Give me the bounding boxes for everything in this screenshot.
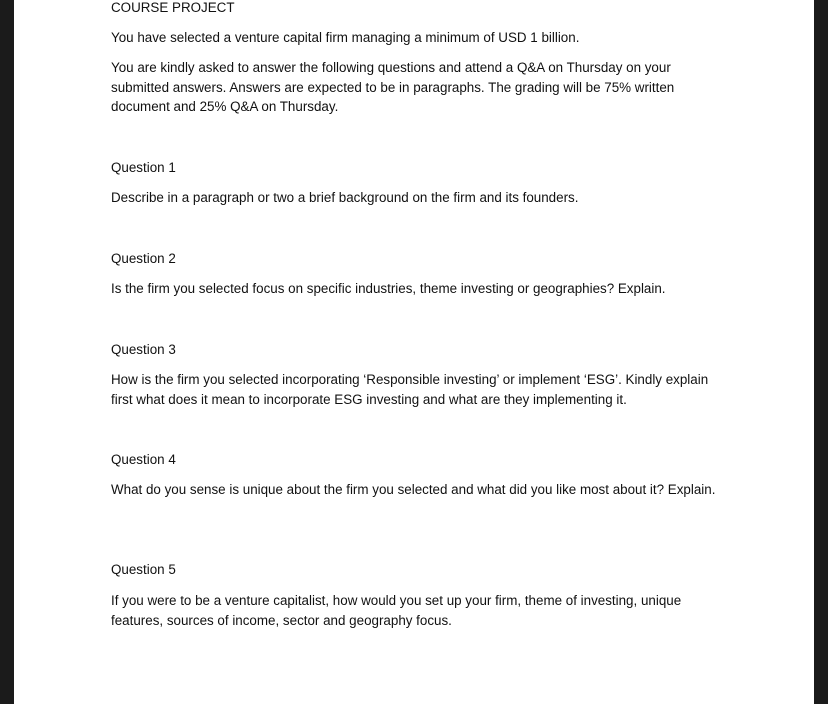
instructions-paragraph: You are kindly asked to answer the following questions and attend a Q&A on Thursday on your submitted answers. Answers are expected to be in paragraphs. The grading will be 75% written document and 25% Q&A on Thursday. xyxy=(111,60,675,114)
question-4-label: Question 4 xyxy=(111,452,176,467)
question-2-label: Question 2 xyxy=(111,251,176,266)
question-5-text: If you were to be a venture capitalist, how would you set up your firm, theme of investing, unique features, sources of income, sector and geography focus. xyxy=(111,593,682,628)
question-5-label: Question 5 xyxy=(111,562,176,577)
question-3-text: How is the firm you selected incorporating ‘Responsible investing’ or implement ‘ESG’. Kindly explain first what does it mean to incorporate ESG investing and what are they implementing it. xyxy=(111,372,709,407)
document-title: COURSE PROJECT xyxy=(111,0,235,15)
question-2-text: Is the firm you selected focus on specific industries, theme investing or geographies? Explain. xyxy=(111,281,666,296)
document-page xyxy=(14,0,814,704)
question-1-text: Describe in a paragraph or two a brief background on the firm and its founders. xyxy=(111,190,579,205)
intro-line: You have selected a venture capital firm managing a minimum of USD 1 billion. xyxy=(111,30,580,45)
question-1-label: Question 1 xyxy=(111,160,176,175)
question-4-text: What do you sense is unique about the firm you selected and what did you like most about it? Explain. xyxy=(111,482,716,497)
question-3-label: Question 3 xyxy=(111,342,176,357)
